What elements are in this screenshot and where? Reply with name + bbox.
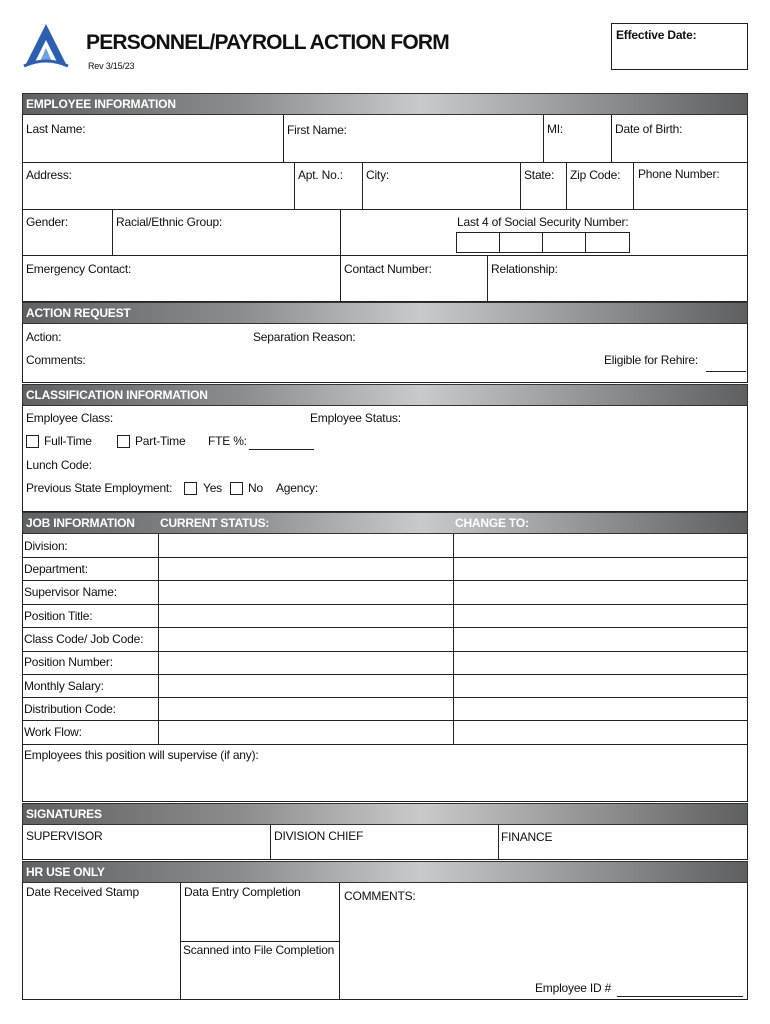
signatures-box: [22, 825, 748, 860]
yes-checkbox[interactable]: [184, 482, 197, 495]
no-checkbox[interactable]: [230, 482, 243, 495]
ssn-digit-3[interactable]: [542, 232, 586, 253]
previous-state-employment-label: Previous State Employment:: [26, 481, 173, 495]
section-classification-information: CLASSIFICATION INFORMATION: [22, 384, 748, 406]
comments-field[interactable]: Comments:: [26, 353, 86, 367]
ssn-digit-2[interactable]: [499, 232, 543, 253]
ethnic-group-field[interactable]: Racial/Ethnic Group:: [116, 215, 223, 229]
last-name-field[interactable]: Last Name:: [26, 122, 86, 136]
gender-field[interactable]: Gender:: [26, 215, 68, 229]
hr-comments-field[interactable]: COMMENTS:: [344, 889, 416, 903]
effective-date-label: Effective Date:: [616, 28, 697, 42]
contact-number-field[interactable]: Contact Number:: [344, 262, 432, 276]
table-row-department: Department:: [24, 562, 88, 576]
eligible-rehire-line[interactable]: [706, 371, 746, 372]
fte-label: FTE %:: [208, 434, 247, 448]
table-row-position-number: Position Number:: [24, 655, 113, 669]
lunch-code-field[interactable]: Lunch Code:: [26, 458, 92, 472]
phone-number-field[interactable]: Phone Number:: [638, 167, 720, 181]
full-time-checkbox[interactable]: [26, 435, 39, 448]
revision-text: Rev 3/15/23: [88, 61, 135, 71]
mi-field[interactable]: MI:: [547, 122, 564, 136]
table-row-supervisor-name: Supervisor Name:: [24, 585, 117, 599]
ssn-digit-4[interactable]: [585, 232, 630, 253]
logo-icon: [22, 22, 70, 68]
state-field[interactable]: State:: [524, 168, 555, 182]
section-hr-use-only: HR USE ONLY: [22, 861, 748, 883]
agency-field[interactable]: Agency:: [276, 481, 318, 495]
date-received-stamp-field[interactable]: Date Received Stamp: [26, 885, 139, 899]
employee-status-field[interactable]: Employee Status:: [310, 411, 401, 425]
section-employee-information: EMPLOYEE INFORMATION: [22, 93, 748, 115]
table-row-class-code: Class Code/ Job Code:: [24, 632, 144, 646]
zip-code-field[interactable]: Zip Code:: [570, 168, 621, 182]
eligible-rehire-label: Eligible for Rehire:: [604, 353, 699, 367]
separation-reason-field[interactable]: Separation Reason:: [253, 330, 356, 344]
table-row-division: Division:: [24, 539, 68, 553]
data-entry-completion-field[interactable]: Data Entry Completion: [184, 885, 301, 899]
action-field[interactable]: Action:: [26, 330, 62, 344]
section-job-information: JOB INFORMATION CURRENT STATUS: CHANGE TO:: [22, 512, 748, 534]
finance-signature-field[interactable]: FINANCE: [501, 830, 553, 844]
yes-label: Yes: [203, 481, 222, 495]
table-row-monthly-salary: Monthly Salary:: [24, 679, 104, 693]
first-name-field[interactable]: First Name:: [287, 123, 347, 137]
employee-id-label: Employee ID #: [535, 981, 612, 995]
supervise-field[interactable]: Employees this position will supervise (if any):: [24, 748, 259, 762]
table-row-position-title: Position Title:: [24, 609, 93, 623]
part-time-checkbox[interactable]: [117, 435, 130, 448]
date-of-birth-field[interactable]: Date of Birth:: [615, 122, 683, 136]
table-row-distribution-code: Distribution Code:: [24, 702, 116, 716]
ssn-label: Last 4 of Social Security Number:: [457, 215, 629, 229]
fte-input-line[interactable]: [249, 449, 314, 450]
form-title: PERSONNEL/PAYROLL ACTION FORM: [86, 31, 449, 54]
address-field[interactable]: Address:: [26, 168, 72, 182]
table-row-work-flow: Work Flow:: [24, 725, 82, 739]
section-signatures: SIGNATURES: [22, 803, 748, 825]
ssn-digit-1[interactable]: [456, 232, 500, 253]
relationship-field[interactable]: Relationship:: [491, 262, 558, 276]
division-chief-signature-field[interactable]: DIVISION CHIEF: [274, 829, 364, 843]
apt-field[interactable]: Apt. No.:: [298, 168, 343, 182]
employee-id-line[interactable]: [617, 996, 743, 997]
supervisor-signature-field[interactable]: SUPERVISOR: [26, 829, 103, 843]
no-label: No: [248, 481, 263, 495]
part-time-label: Part-Time: [135, 434, 186, 448]
emergency-contact-field[interactable]: Emergency Contact:: [26, 262, 132, 276]
full-time-label: Full-Time: [44, 434, 92, 448]
employee-class-label: Employee Class:: [26, 411, 114, 425]
scanned-file-completion-field[interactable]: Scanned into File Completion: [183, 943, 335, 957]
city-field[interactable]: City:: [366, 168, 390, 182]
section-action-request: ACTION REQUEST: [22, 302, 748, 324]
effective-date-field[interactable]: [611, 23, 748, 70]
